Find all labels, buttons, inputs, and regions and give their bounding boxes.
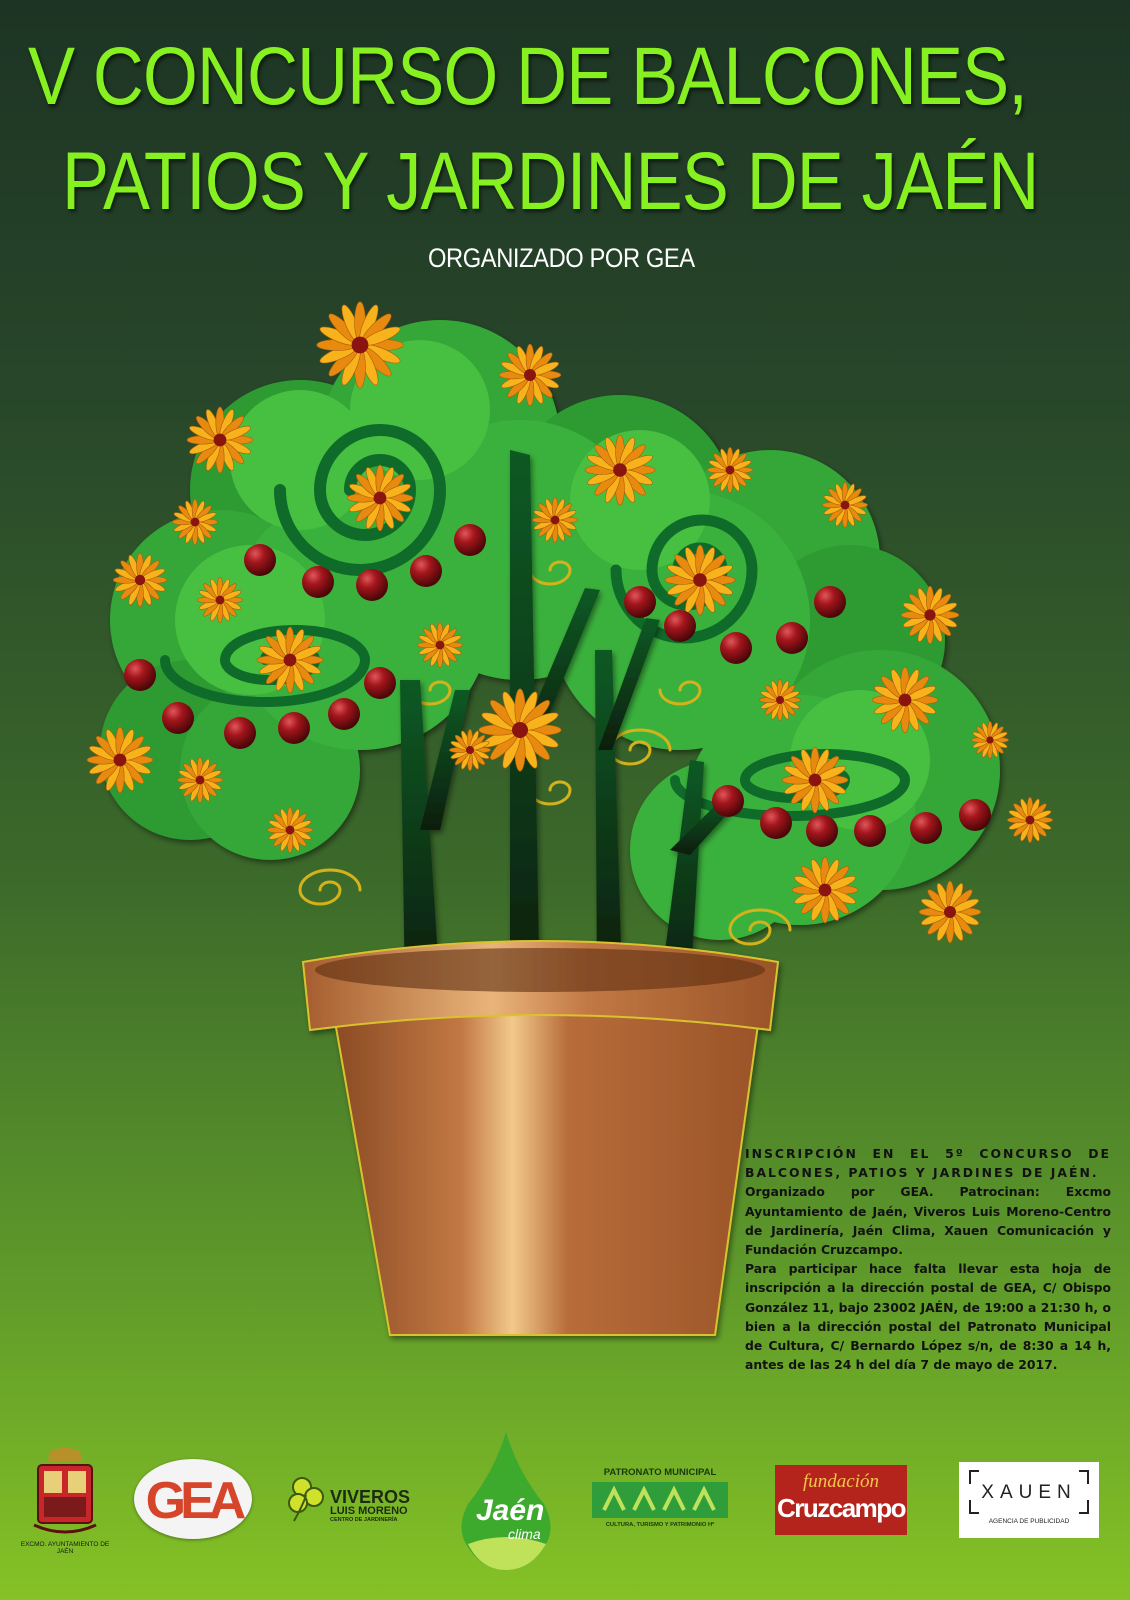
viveros-tagline: CENTRO DE JARDINERÍA — [330, 1517, 398, 1523]
cruzcampo-word-1: fundación — [803, 1471, 879, 1492]
berry-icon — [624, 586, 656, 618]
info-instructions: Para participar hace falta llevar esta hoja de inscripción a la dirección postal de GEA, C/ Obispo González 11, bajo 23002 JAÉN, de 19:00 a 21:30 h, o bien a la dirección postal del Patronato Municipal de Cultura, C/ Bernardo López s/n, de 8:30 a 14 h, antes de las 24 h del día 7 de mayo de 2017. — [745, 1261, 1111, 1373]
flower-icon — [759, 679, 800, 720]
berry-icon — [162, 702, 194, 734]
flower-leaf-icon — [284, 1473, 330, 1523]
info-sponsors: Organizado por GEA. Patrocinan: Excmo Ayuntamiento de Jaén, Viveros Luis Moreno-Centro de Jardinería, Jaén Clima, Xauen Comunicación y Fundación Cruzcampo. — [745, 1184, 1111, 1258]
berry-icon — [760, 807, 792, 839]
berry-icon — [720, 632, 752, 664]
berry-icon — [806, 815, 838, 847]
berry-icon — [814, 586, 846, 618]
flower-icon — [347, 465, 413, 531]
coat-of-arms-icon — [30, 1447, 100, 1539]
viveros-name: VIVEROS — [330, 1487, 411, 1507]
flower-pot — [303, 941, 778, 1335]
jaen-clima-word-2: clima — [508, 1526, 541, 1542]
registration-info — [745, 1144, 1111, 1374]
berry-icon — [302, 566, 334, 598]
ayuntamiento-caption: EXCMO. AYUNTAMIENTO DE JAÉN — [20, 1541, 110, 1555]
flower-icon — [317, 302, 404, 389]
flower-icon — [113, 553, 167, 607]
info-heading: INSCRIPCIÓN EN EL 5º CONCURSO DE BALCONES, PATIOS Y JARDINES DE JAÉN. — [745, 1146, 1111, 1181]
flower-icon — [257, 627, 323, 693]
flower-icon — [267, 807, 312, 852]
flower-icon — [177, 757, 222, 802]
flower-icon — [532, 497, 577, 542]
fundacion-cruzcampo-logo — [775, 1465, 907, 1535]
xauen-name: XAUEN — [981, 1482, 1077, 1503]
berry-icon — [124, 659, 156, 691]
jaen-clima-word-1: Jaén — [476, 1494, 545, 1527]
flower-icon — [665, 545, 735, 615]
ayuntamiento-logo — [20, 1447, 110, 1557]
flower-icon — [707, 447, 752, 492]
berry-icon — [910, 812, 942, 844]
berry-icon — [454, 524, 486, 556]
berry-icon — [364, 667, 396, 699]
patronato-emblem-icon — [590, 1480, 730, 1520]
berry-icon — [664, 610, 696, 642]
viveros-owner: LUIS MORENO — [330, 1505, 408, 1517]
xauen-logo — [959, 1462, 1099, 1538]
flower-icon — [901, 586, 959, 644]
gea-logo — [134, 1459, 252, 1539]
berry-icon — [328, 698, 360, 730]
flower-icon — [197, 577, 242, 622]
flower-icon — [479, 689, 561, 771]
berry-icon — [712, 785, 744, 817]
flower-icon — [782, 747, 848, 813]
berry-icon — [224, 717, 256, 749]
berry-icon — [776, 622, 808, 654]
flower-icon — [417, 622, 462, 667]
flower-icon — [172, 499, 217, 544]
flower-icon — [585, 435, 655, 505]
patronato-logo — [590, 1467, 730, 1537]
flower-icon — [449, 729, 490, 770]
berry-icon — [959, 799, 991, 831]
berry-icon — [278, 712, 310, 744]
berry-icon — [854, 815, 886, 847]
flower-icon — [1007, 797, 1052, 842]
flower-icon — [872, 667, 938, 733]
poster-subtitle: ORGANIZADO POR GEA — [428, 243, 695, 273]
flower-icon — [499, 344, 561, 406]
patronato-tagline: CULTURA, TURISMO Y PATRIMONIO Hº — [605, 1522, 715, 1528]
flower-icon — [919, 881, 981, 943]
viveros-logo — [284, 1469, 414, 1529]
gea-logo-text: GEA — [145, 1472, 241, 1530]
jaen-clima-logo — [456, 1432, 556, 1572]
flower-icon — [87, 727, 153, 793]
berry-icon — [244, 544, 276, 576]
flower-icon — [971, 721, 1008, 758]
patronato-name: PATRONATO MUNICIPAL — [603, 1467, 717, 1478]
poster-title-line-1: V CONCURSO DE BALCONES, — [28, 31, 1028, 122]
poster-title-line-2: PATIOS Y JARDINES DE JAÉN — [62, 136, 1039, 227]
flower-icon — [187, 407, 253, 473]
flower-icon — [822, 482, 867, 527]
berry-icon — [356, 569, 388, 601]
flower-icon — [792, 857, 858, 923]
xauen-tagline: AGENCIA DE PUBLICIDAD — [988, 1518, 1070, 1525]
cruzcampo-word-2: Cruzcampo — [776, 1493, 906, 1523]
berry-icon — [410, 555, 442, 587]
foliage — [100, 320, 1000, 940]
